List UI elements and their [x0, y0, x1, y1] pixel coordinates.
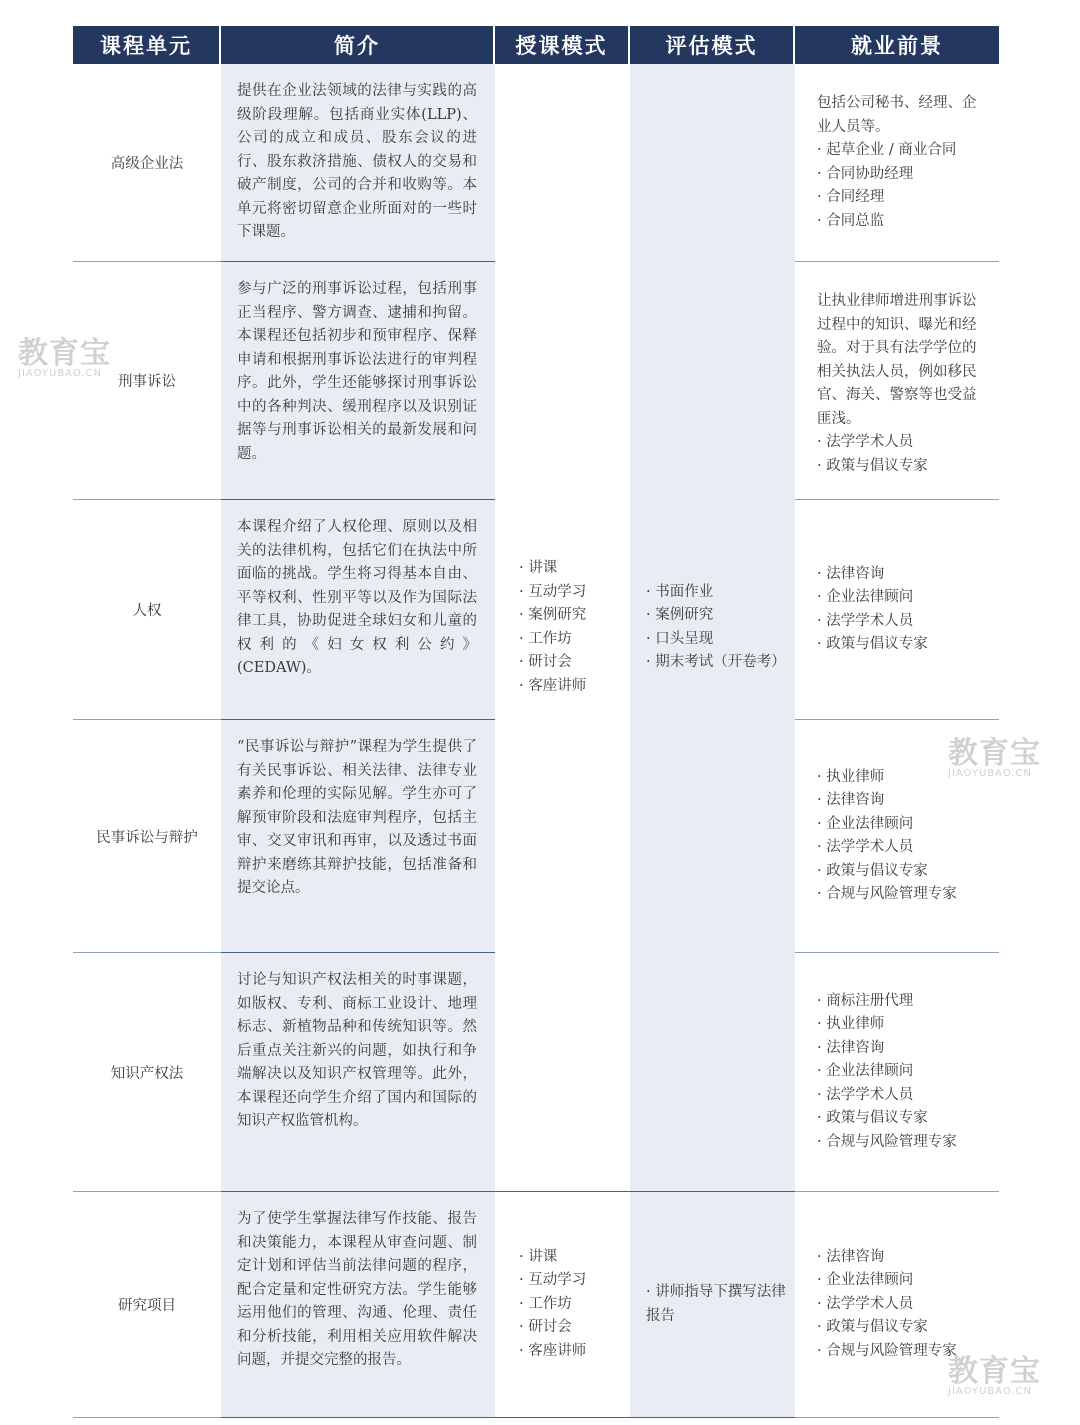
- career-list: [817, 1246, 987, 1364]
- list-item: · 法律咨询: [817, 1037, 987, 1061]
- career-cell: [795, 1192, 999, 1418]
- unit-intro: 本课程介绍了人权伦理、原则以及相关的法律机构，包括它们在执法中所面临的挑战。学生将习得基本自由、平等权利、性别平等以及作为国际法律工具，协助促进全球妇女和儿童的权利的《妇女权利公约》(CEDAW)。: [221, 500, 495, 720]
- list-item: · 政策与倡议专家: [817, 633, 987, 657]
- header-teaching: 授课模式: [495, 26, 630, 64]
- career-cell: [795, 262, 999, 500]
- list-item: · 法律咨询: [817, 563, 987, 587]
- unit-name: 高级企业法: [73, 64, 221, 262]
- list-item: · 商标注册代理: [817, 990, 987, 1014]
- list-item: · 研讨会: [519, 1316, 586, 1340]
- list-item: · 讲课: [519, 1246, 586, 1270]
- list-item: · 执业律师: [817, 766, 987, 790]
- list-item: · 合同协助经理: [817, 163, 987, 187]
- unit-name: 研究项目: [73, 1192, 221, 1418]
- list-item: · 研讨会: [519, 651, 586, 675]
- list-item: · 企业法律顾问: [817, 586, 987, 610]
- list-item: · 法学学术人员: [817, 610, 987, 634]
- list-item: · 互动学习: [519, 1269, 586, 1293]
- unit-intro: “民事诉讼与辩护”课程为学生提供了有关民事诉讼、相关法律、法律专业素养和伦理的实际见解。学生亦可了解预审阶段和法庭审判程序，包括主审、交叉审讯和再审，以及透过书面辩护来磨练其辩护技能，包括准备和提交论点。: [221, 720, 495, 953]
- list-item: · 合规与风险管理专家: [817, 883, 987, 907]
- career-text: 让执业律师增进刑事诉讼过程中的知识、曝光和经验。对于具有法学学位的相关执法人员，例如移民官、海关、警察等也受益匪浅。: [817, 293, 977, 427]
- watermark-logo: 教育宝 JIAOYUBAO.CN: [18, 336, 111, 379]
- list-item: · 合同经理: [817, 186, 987, 210]
- list-item: · 企业法律顾问: [817, 813, 987, 837]
- career-list: [817, 990, 987, 1155]
- assessment-list: [646, 1281, 795, 1328]
- career-text: 包括公司秘书、经理、企业人员等。: [817, 95, 977, 135]
- teaching-mode-cell: [495, 1192, 630, 1418]
- list-item: · 政策与倡议专家: [817, 1316, 987, 1340]
- career-cell: [795, 500, 999, 720]
- career-cell: [795, 953, 999, 1192]
- assessment-list: [646, 581, 786, 675]
- list-item: · 客座讲师: [519, 1340, 586, 1364]
- list-item: · 法律咨询: [817, 1246, 987, 1270]
- list-item: · 期末考试（开卷考）: [646, 651, 786, 675]
- list-item: · 口头呈现: [646, 628, 786, 652]
- teaching-mode-cell: [495, 64, 630, 1192]
- list-item: · 案例研究: [519, 604, 586, 628]
- list-item: · 书面作业: [646, 581, 786, 605]
- list-item: · 讲师指导下撰写法律报告: [646, 1281, 795, 1328]
- career-list: [817, 431, 987, 478]
- list-item: · 政策与倡议专家: [817, 455, 987, 479]
- list-item: · 工作坊: [519, 628, 586, 652]
- unit-name: 刑事诉讼: [73, 262, 221, 500]
- list-item: · 互动学习: [519, 581, 586, 605]
- list-item: · 合同总监: [817, 210, 987, 234]
- list-item: · 政策与倡议专家: [817, 860, 987, 884]
- list-item: · 执业律师: [817, 1013, 987, 1037]
- list-item: · 讲课: [519, 557, 586, 581]
- assessment-mode-cell: [630, 1192, 795, 1418]
- career-cell: [795, 64, 999, 262]
- list-item: · 案例研究: [646, 604, 786, 628]
- career-cell: [795, 720, 999, 953]
- career-list: [817, 139, 987, 233]
- list-item: · 起草企业 / 商业合同: [817, 139, 987, 163]
- list-item: · 法学学术人员: [817, 1084, 987, 1108]
- course-table: [73, 26, 999, 1418]
- watermark-logo: 教育宝 JIAOYUBAO.CN: [948, 736, 1041, 779]
- list-item: · 企业法律顾问: [817, 1060, 987, 1084]
- assessment-mode-cell: [630, 64, 795, 1192]
- list-item: · 法学学术人员: [817, 431, 987, 455]
- career-list: [817, 766, 987, 907]
- watermark-logo: 教育宝 JIAOYUBAO.CN: [948, 1354, 1041, 1397]
- list-item: · 合规与风险管理专家: [817, 1131, 987, 1155]
- list-item: · 法律咨询: [817, 789, 987, 813]
- list-item: · 政策与倡议专家: [817, 1107, 987, 1131]
- list-item: · 工作坊: [519, 1293, 586, 1317]
- header-career: 就业前景: [795, 26, 999, 64]
- teaching-list: [519, 557, 586, 698]
- list-item: · 合规与风险管理专家: [817, 1340, 987, 1364]
- header-intro: 简介: [221, 26, 495, 64]
- unit-name: 民事诉讼与辩护: [73, 720, 221, 953]
- header-assessment: 评估模式: [630, 26, 795, 64]
- teaching-list: [519, 1246, 586, 1364]
- list-item: · 客座讲师: [519, 675, 586, 699]
- unit-intro: 参与广泛的刑事诉讼过程，包括刑事正当程序、警方调查、逮捕和拘留。本课程还包括初步和预审程序、保释申请和根据刑事诉讼法进行的审判程序。此外，学生还能够探讨刑事诉讼中的各种判决、缓刑程序以及识别证据等与刑事诉讼相关的最新发展和问题。: [221, 262, 495, 500]
- unit-name: 人权: [73, 500, 221, 720]
- list-item: · 法学学术人员: [817, 1293, 987, 1317]
- unit-intro: 提供在企业法领域的法律与实践的高级阶段理解。包括商业实体(LLP)、公司的成立和成员、股东会议的进行、股东救济措施、债权人的交易和破产制度，公司的合并和收购等。本单元将密切留意企业所面对的一些时下课题。: [221, 64, 495, 262]
- career-list: [817, 563, 987, 657]
- list-item: · 法学学术人员: [817, 836, 987, 860]
- header-unit: 课程单元: [73, 26, 221, 64]
- unit-intro: 讨论与知识产权法相关的时事课题，如版权、专利、商标工业设计、地理标志、新植物品种和传统知识等。然后重点关注新兴的问题，如执行和争端解决以及知识产权管理等。此外，本课程还向学生介绍了国内和国际的知识产权监管机构。: [221, 953, 495, 1192]
- unit-intro: 为了使学生掌握法律写作技能、报告和决策能力，本课程从审查问题、制定计划和评估当前法律问题的程序，配合定量和定性研究方法。学生能够运用他们的管理、沟通、伦理、责任和分析技能，利用相关应用软件解决问题，并提交完整的报告。: [221, 1192, 495, 1418]
- unit-name: 知识产权法: [73, 953, 221, 1192]
- list-item: · 企业法律顾问: [817, 1269, 987, 1293]
